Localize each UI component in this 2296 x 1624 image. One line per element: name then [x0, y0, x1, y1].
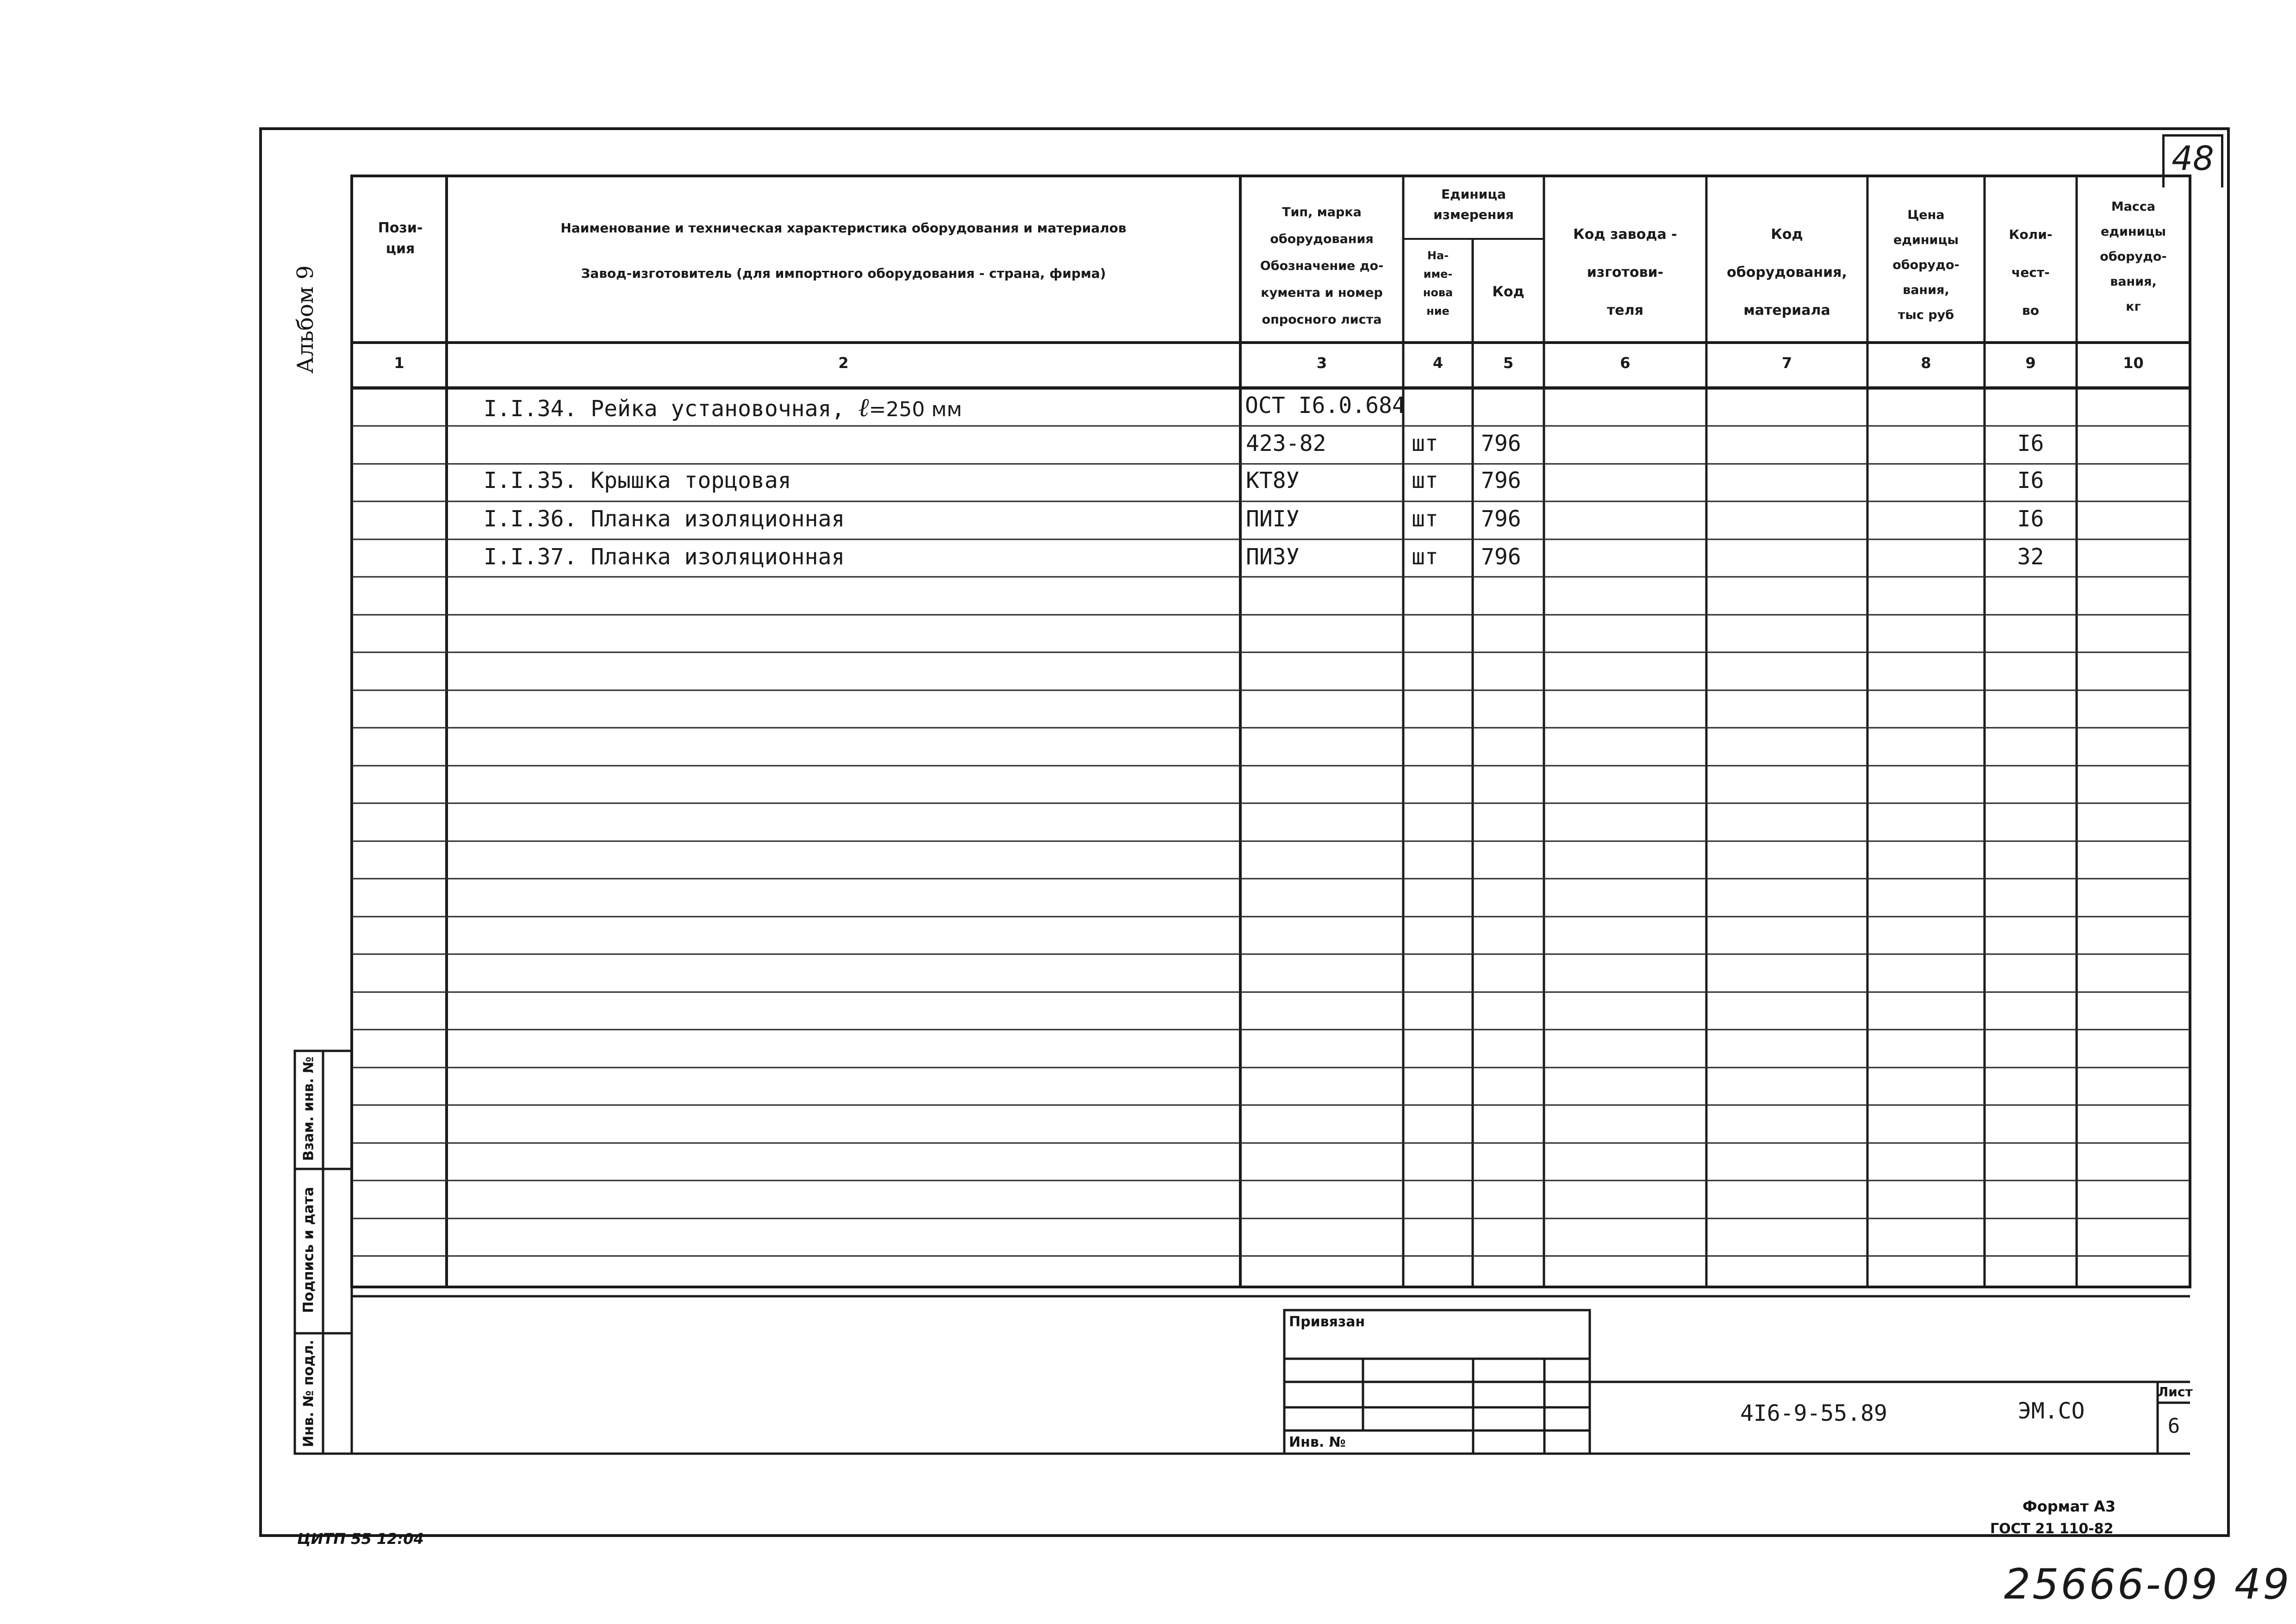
column-number: 3 [1316, 354, 1327, 372]
stamp-vzam-inv: Взам. инв. № [300, 1056, 317, 1161]
row-code: 796 [1481, 506, 1521, 532]
row-qty: I6 [2017, 468, 2044, 493]
document-number: 4I6-9-55.89 [1740, 1400, 1887, 1426]
citp-stamp: ЦИТП 55 12:04 [297, 1530, 424, 1548]
ell-symbol: ℓ [858, 393, 869, 423]
column-number: 5 [1503, 354, 1514, 372]
column-number: 9 [2025, 354, 2036, 372]
row-name: I.I.35. Крышка торцовая [484, 468, 791, 493]
column-number: 7 [1781, 354, 1792, 372]
row-qty: I6 [2017, 431, 2044, 456]
row-type: ПИЗУ [1246, 544, 1300, 570]
row-code: 796 [1481, 468, 1521, 493]
column-number: 4 [1432, 354, 1444, 372]
header-position: Пози- ция [378, 220, 423, 257]
row-name [484, 393, 962, 423]
header-name-line2: Завод-изготовитель (для импортного оборудования - страна, фирма) [581, 266, 1106, 281]
row-name-text: I.I.34. Рейка установочная, [484, 396, 859, 422]
header-equipment-code: Код оборудования, материала [1727, 226, 1847, 319]
row-type: ОСТ I6.0.684 [1245, 393, 1406, 418]
column-number: 6 [1620, 354, 1630, 372]
row-type: 423-82 [1246, 431, 1326, 456]
row-type: КТ8У [1246, 468, 1300, 493]
row-qty: I6 [2017, 506, 2044, 532]
row-unit: шт [1412, 544, 1438, 570]
stamp-podpis-data: Подпись и дата [300, 1187, 317, 1313]
row-code: 796 [1481, 544, 1521, 570]
header-mass: Масса единицы оборудо- вания, кг [2100, 200, 2167, 314]
column-number: 8 [1921, 354, 1931, 372]
header-type: Тип, марка оборудования Обозначение до- кумента и номер опросного листа [1260, 205, 1384, 327]
album-label: Альбом 9 [292, 265, 318, 374]
format-label: Формат А3 [2022, 1498, 2116, 1515]
header-unit-name: На- име- нова ние [1423, 249, 1453, 318]
inv-no-label: Инв. № [1289, 1434, 1346, 1450]
header-name-line1: Наименование и техническая характеристика оборудования и материалов [560, 220, 1126, 236]
header-manufacturer-code: Код завода - изготови- теля [1573, 226, 1677, 319]
header-unit-code: Код [1492, 284, 1524, 300]
row-code: 796 [1481, 431, 1521, 456]
row-unit: шт [1412, 506, 1438, 532]
column-number: 2 [838, 354, 849, 372]
row-name: I.I.37. Планка изоляционная [484, 544, 845, 570]
row-unit: шт [1412, 431, 1438, 456]
header-unit-group: Единица измерения [1433, 187, 1514, 222]
corner-page-number: 48 [2172, 139, 2214, 178]
column-number: 10 [2123, 354, 2144, 372]
row-name-tail: =250 мм [869, 398, 962, 421]
stamp-inv-podl: Инв. № подл. [300, 1339, 317, 1448]
row-name: I.I.36. Планка изоляционная [484, 506, 845, 532]
column-number: 1 [394, 354, 404, 372]
sheet-value: 6 [2167, 1414, 2180, 1438]
header-price: Цена единицы оборудо- вания, тыс руб [1892, 208, 1960, 322]
handwritten-number: 25666-09 49 [2004, 1560, 2291, 1609]
row-qty: 32 [2017, 544, 2044, 570]
document-code: ЭМ.СО [2018, 1398, 2085, 1424]
row-unit: шт [1412, 468, 1438, 493]
sheet-label: Лист [2158, 1384, 2193, 1399]
privyazan-label: Привязан [1289, 1314, 1365, 1330]
gost-label: ГОСТ 21 110-82 [1990, 1521, 2114, 1537]
header-quantity: Коли- чест- во [2009, 227, 2053, 318]
row-type: ПИIУ [1246, 506, 1300, 532]
